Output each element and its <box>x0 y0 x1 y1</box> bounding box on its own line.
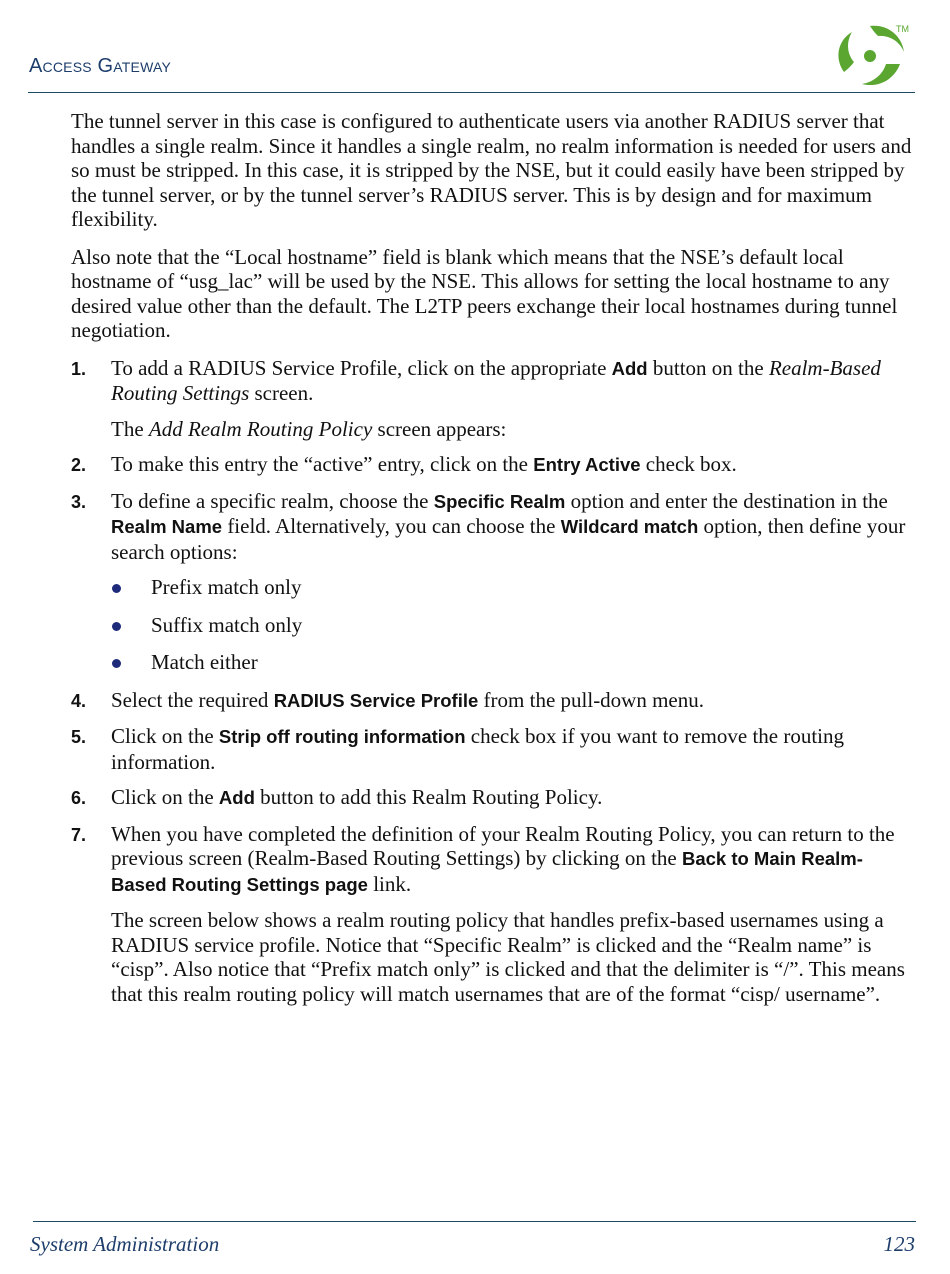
step-3 <box>71 489 913 565</box>
step-4 <box>71 688 913 714</box>
screen-name: Add Realm Routing Policy <box>148 416 373 441</box>
step-7-followup: The screen below shows a realm routing policy that handles prefix-based usernames using a RADIUS service profile. Notice that “Specific Realm” is clicked and the “Realm name” is “cisp”. Also notice that “Prefix match only” is clicked and that the delimiter is “/”. This means that this realm routing policy will match usernames that are of the format “cisp/ username”. <box>111 908 905 1006</box>
ui-term: Strip off routing information <box>218 726 466 747</box>
header-title: Access Gateway <box>29 55 172 77</box>
paragraph-tunnel-server: The tunnel server in this case is configured to authenticate users via another RADIUS server that handles a single realm. Since it handles a single realm, no realm information is needed for users and so must be stripped. In this case, it is stripped by the NSE, but it could easily have been stripped by the tunnel server, or by the tunnel server’s RADIUS server. This is by design and for maximum flexibility. <box>71 109 912 231</box>
ui-term: RADIUS Service Profile <box>273 689 479 711</box>
step-text: check box if you want to remove the routing information. <box>111 724 845 774</box>
step-text: link. <box>367 871 412 896</box>
ui-term: Specific Realm <box>433 490 566 512</box>
step-text: option, then define your search options: <box>111 514 906 564</box>
step-text: When you have completed the definition of your Realm Routing Policy, you can return to the previous screen (Realm-Based Routing Settings) by clicking on the <box>111 821 895 870</box>
bullet-item <box>71 575 913 600</box>
followup-text: screen appears: <box>372 416 507 441</box>
bullet-item <box>71 650 913 675</box>
page-body <box>71 109 913 1017</box>
bullet-text: Prefix match only <box>151 575 302 599</box>
header-divider <box>28 92 915 93</box>
bullet-dot-icon <box>112 622 121 631</box>
step-text: button to add this Realm Routing Policy. <box>254 785 603 809</box>
step-text: field. Alternatively, you can choose the <box>222 514 561 538</box>
trademark-mark: TM <box>896 24 909 34</box>
step-7 <box>71 822 913 898</box>
ui-term: Back to Main Realm-Based Routing Settings page <box>111 848 863 895</box>
step-text: To define a specific realm, choose the <box>111 488 434 513</box>
screen-name: Realm-Based Routing Settings <box>111 355 881 405</box>
paragraph-local-hostname: Also note that the “Local hostname” field is blank which means that the NSE’s default local hostname of “usg_lac” will be used by the NSE. This allows for setting the local hostname to any desired value other than the default. The L2TP peers exchange their local hostnames during tunnel negotiation. <box>71 244 898 342</box>
step-text: To add a RADIUS Service Profile, click on the appropriate <box>111 355 612 380</box>
step-text: check box. <box>640 452 737 476</box>
step-1 <box>71 356 913 406</box>
step-number: 1. <box>71 358 87 379</box>
step-1-followup <box>71 417 913 442</box>
swirl-logo-icon <box>830 20 912 92</box>
step-text: option and enter the destination in the <box>565 488 888 513</box>
ui-term: Add <box>218 787 255 808</box>
bullet-dot-icon <box>112 659 121 668</box>
step-text: Click on the <box>111 785 219 809</box>
step-number: 7. <box>71 824 87 845</box>
ui-term: Entry Active <box>533 454 641 475</box>
step-2 <box>71 452 913 478</box>
bullet-dot-icon <box>112 584 121 593</box>
step-text: from the pull-down menu. <box>478 687 705 712</box>
step-text: button on the <box>647 355 769 380</box>
step-6 <box>71 785 913 811</box>
step-text: Click on the <box>111 724 219 748</box>
step-number: 3. <box>71 491 87 512</box>
ui-term: Add <box>611 357 648 379</box>
ui-term: Realm Name <box>111 516 223 537</box>
step-number: 6. <box>71 788 87 808</box>
page-number: 123 <box>883 1232 915 1256</box>
step-number: 5. <box>71 727 87 747</box>
step-number: 4. <box>71 690 87 711</box>
ui-term: Wildcard match <box>560 516 699 537</box>
followup-text: The <box>111 416 149 441</box>
step-text: screen. <box>249 381 314 405</box>
step-number: 2. <box>71 455 87 475</box>
footer-divider <box>33 1221 916 1222</box>
footer-section-title: System Administration <box>30 1232 220 1256</box>
bullet-text: Suffix match only <box>151 612 303 637</box>
step-text: Select the required <box>111 687 274 712</box>
step-5 <box>71 724 913 774</box>
step-text: To make this entry the “active” entry, click on the <box>111 452 534 476</box>
bullet-item <box>71 613 913 638</box>
bullet-text: Match either <box>151 650 258 674</box>
